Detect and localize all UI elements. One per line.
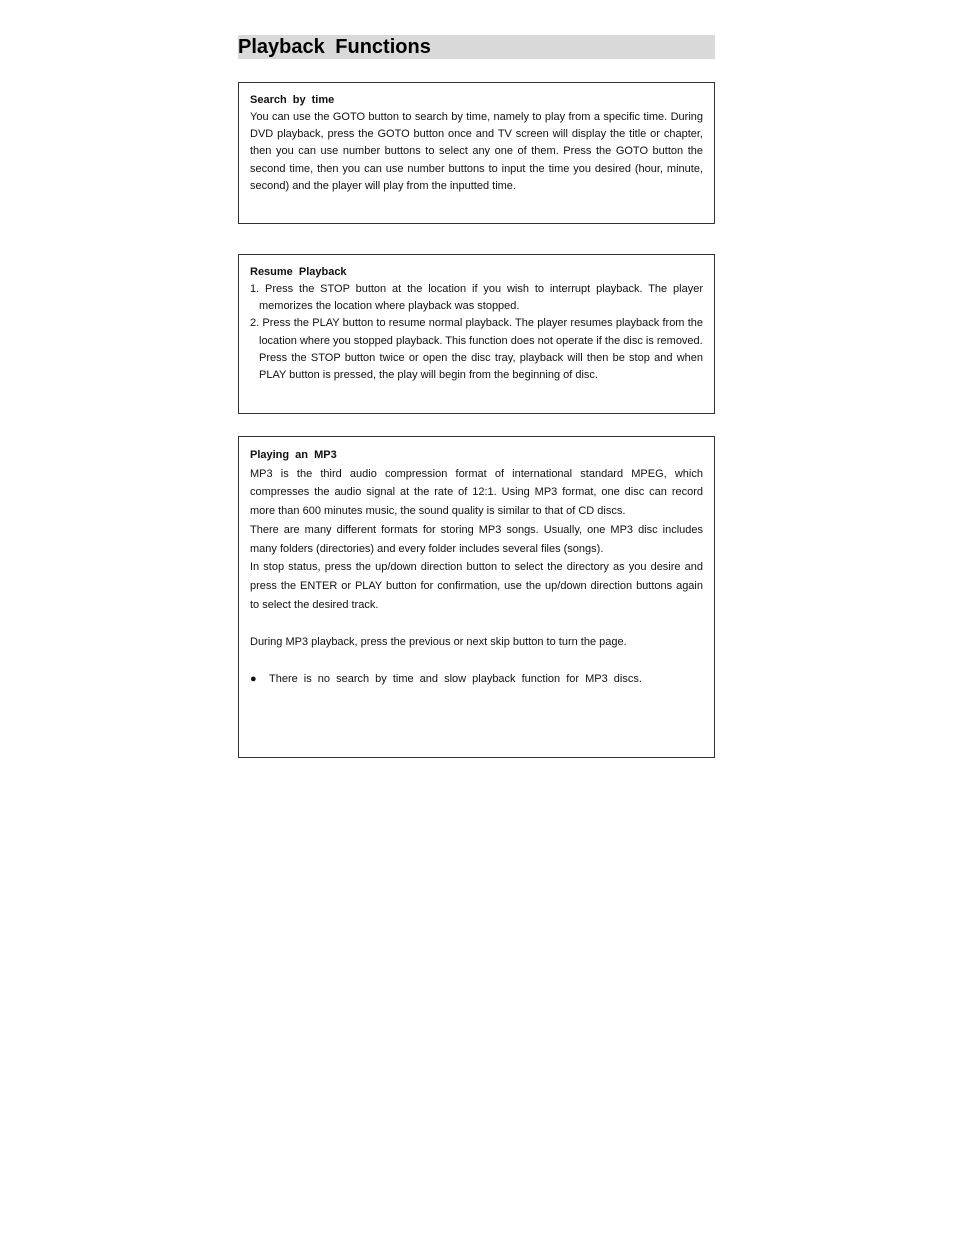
resume-playback-step-1: 1. Press the STOP button at the location if you wish to interrupt playback. The player memorizes the location where playback was stopped. [250,283,703,313]
mp3-directory-paragraph: In stop status, press the up/down direction button to select the directory as you desire and press the ENTER or PLAY button for confirmation, use the up/down direction buttons again to select the desired track. [250,561,703,611]
mp3-formats-paragraph: There are many different formats for storing MP3 songs. Usually, one MP3 disc includes many folders (directories) and every folder includes several files (songs). [250,523,703,555]
resume-playback-note: Press the STOP button twice or open the disc tray, playback will then be stop and when PLAY button is pressed, the play will begin from the beginning of disc. [259,351,703,382]
mp3-note-bullet [250,670,703,689]
page-title-bar [238,35,715,59]
playing-mp3-heading: Playing an MP3 [250,449,337,461]
resume-playback-step-2: 2. Press the PLAY button to resume normal playback. The player resumes playback from the location where you stopped playback. This function does not operate if the disc is removed. [250,317,703,347]
search-by-time-section [238,82,715,224]
search-by-time-heading: Search by time [250,94,335,106]
page-title: Playback Functions [238,36,431,58]
spacer [250,614,703,633]
spacer [250,652,703,671]
mp3-skip-paragraph: During MP3 playback, press the previous or next skip button to turn the page. [250,636,627,649]
resume-playback-heading: Resume Playback [250,266,347,278]
bullet-icon: ● [250,673,257,686]
search-by-time-body: You can use the GOTO button to search by time, namely to play from a specific time. During DVD playback, press the GOTO button once and TV screen will display the title or chapter, then you can use number buttons to select any one of them. Press the GOTO button the second time, then you can use number buttons to input the time you desired (hour, minute, second) and the player will play from the inputted time. [250,111,703,192]
mp3-note-text: There is no search by time and slow playback function for MP3 discs. [269,673,642,686]
resume-playback-section [238,254,715,414]
playing-mp3-section [238,436,715,758]
mp3-intro-paragraph: MP3 is the third audio compression format of international standard MPEG, which compresses the audio signal at the rate of 12:1. Using MP3 format, one disc can record more than 600 minutes music, the sound quality is similar to that of CD discs. [250,467,703,518]
